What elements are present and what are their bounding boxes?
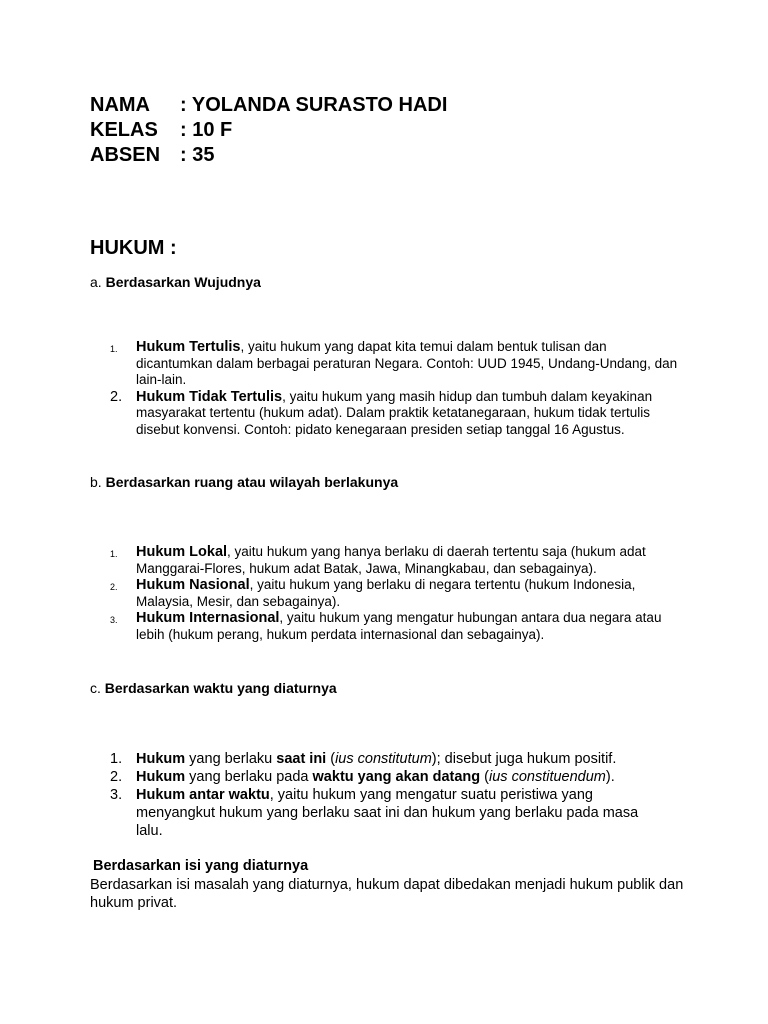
definition: , yaitu hukum yang mengatur hubungan antara dua negara atau lebih (hukum perang, hukum perdata internasional dan sebagainya). — [136, 610, 662, 642]
list-number: 1. — [110, 549, 118, 559]
emphasis: saat ini — [276, 751, 327, 767]
term: Hukum — [136, 769, 186, 785]
absen-label: ABSEN — [90, 144, 161, 166]
definition: , yaitu hukum yang hanya berlaku di daerah tertentu saja (hukum adat Manggarai-Flores, hukum adat Batak, Jawa, Minangkabau, dan sebagainya). — [136, 544, 646, 576]
list-text — [136, 610, 680, 643]
section-b-heading — [90, 473, 398, 491]
term: Hukum Nasional — [136, 577, 250, 593]
section-d-body: Berdasarkan isi masalah yang diaturnya, hukum dapat dibedakan menjadi hukum publik dan hukum privat. — [90, 877, 684, 911]
list-item — [110, 610, 680, 643]
list-item — [110, 544, 680, 577]
nama-value: : YOLANDA SURASTO HADI — [180, 94, 448, 116]
list-item — [110, 389, 680, 439]
list-number: 1. — [110, 344, 118, 354]
list-item — [110, 786, 650, 840]
kelas-row — [90, 118, 447, 143]
list-item — [110, 577, 680, 610]
text-fragment: yang berlaku pada — [185, 769, 313, 785]
text-fragment: ); disebut juga hukum positif. — [431, 751, 617, 767]
latin-term: ius constitutum — [335, 751, 432, 767]
list-text — [136, 389, 680, 439]
emphasis: waktu yang akan datang — [312, 769, 481, 785]
list-number: 2. — [110, 769, 123, 785]
section-c-title: Berdasarkan waktu yang diaturnya — [104, 680, 337, 696]
section-a-letter: a. — [90, 274, 102, 290]
nama-label: NAMA — [90, 94, 150, 116]
term: Hukum Tidak Tertulis — [136, 388, 283, 405]
list-text — [136, 750, 650, 768]
list-item — [110, 750, 650, 768]
section-b-list — [110, 544, 680, 643]
text-fragment: ( — [326, 751, 336, 767]
list-item — [110, 768, 650, 786]
section-c-letter: c. — [90, 680, 101, 696]
list-number: 3. — [110, 787, 123, 803]
list-number: 1. — [110, 751, 123, 767]
kelas-value: : 10 F — [180, 119, 233, 141]
text-fragment: yang berlaku — [185, 751, 277, 767]
section-a-list — [110, 339, 680, 438]
list-item — [110, 339, 680, 389]
list-text — [136, 544, 680, 577]
term: Hukum antar waktu — [136, 787, 270, 803]
definition: , yaitu hukum yang dapat kita temui dalam bentuk tulisan dan dicantumkan dalam berbagai peraturan Negara. Contoh: UUD 1945, Undang-Undang, dan lain-lain. — [136, 339, 678, 387]
page-title: HUKUM : — [90, 237, 177, 259]
latin-term: ius constituendum — [489, 769, 606, 785]
section-a-title: Berdasarkan Wujudnya — [105, 274, 261, 290]
section-c-list — [110, 750, 650, 840]
term: Hukum Tertulis — [136, 339, 241, 355]
absen-row — [90, 143, 447, 168]
absen-value: : 35 — [180, 144, 215, 166]
term: Hukum Lokal — [136, 544, 228, 560]
student-identity — [90, 93, 447, 168]
text-fragment: ( — [480, 769, 489, 785]
list-text — [136, 786, 650, 840]
section-c-heading — [90, 679, 337, 697]
list-number: 3. — [110, 615, 118, 625]
list-text — [136, 339, 680, 389]
section-b-letter: b. — [90, 474, 102, 490]
list-number: 2. — [110, 582, 118, 592]
list-text — [136, 768, 650, 786]
section-b-title: Berdasarkan ruang atau wilayah berlakunya — [105, 474, 399, 490]
definition: , yaitu hukum yang mengatur suatu peristiwa yang menyangkut hukum yang berlaku saat ini dan hukum yang berlaku pada masa lalu. — [136, 787, 639, 839]
section-a-heading — [90, 273, 261, 291]
list-number: 2. — [110, 388, 123, 405]
list-text — [136, 577, 680, 610]
term: Hukum — [136, 751, 186, 767]
term: Hukum Internasional — [136, 610, 280, 626]
definition: , yaitu hukum yang berlaku di negara tertentu (hukum Indonesia, Malaysia, Mesir, dan sebagainya). — [136, 577, 636, 609]
definition: , yaitu hukum yang masih hidup dan tumbuh dalam keyakinan masyarakat tertentu (hukum adat). Dalam praktik ketatanegaraan, hukum tidak tertulis disebut konvensi. Contoh: pidato kenegaraan presiden setiap tanggal 16 Agustus. — [136, 388, 653, 437]
section-d-heading: Berdasarkan isi yang diaturnya — [93, 858, 309, 874]
kelas-label: KELAS — [90, 119, 158, 141]
nama-row — [90, 93, 447, 118]
text-fragment: ). — [605, 769, 615, 785]
